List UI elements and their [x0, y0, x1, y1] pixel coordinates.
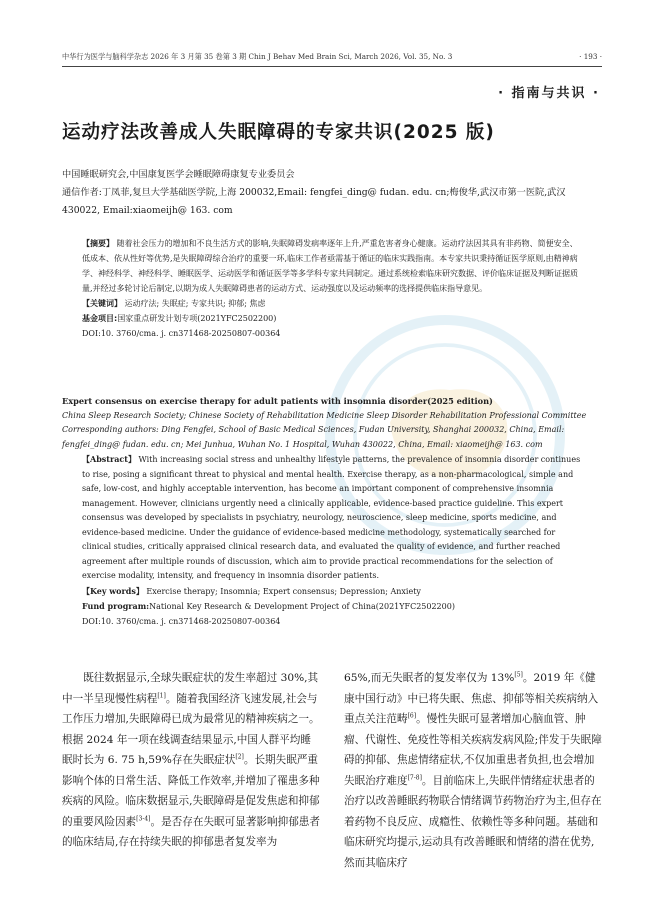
citation-ref: [6]	[407, 712, 417, 720]
english-keywords: Exercise therapy; Insomnia; Expert consensus; Depression; Anxiety	[146, 586, 421, 596]
body-segment: 。随着我国经济飞速发展,社会与工作压力增加,失眠障碍已成为最常见的精神疾病之一。根据 2024 年一项在线调查结果显示,中国人群平均睡眠时长为 6. 75 h,59%存在失眠症状	[62, 692, 320, 766]
citation-ref: [5]	[514, 671, 523, 679]
keywords-label: 【关键词】	[82, 299, 122, 308]
chinese-abstract	[82, 236, 582, 341]
english-fund: National Key Research & Development Project of China(2021YFC2502200)	[149, 602, 455, 611]
body-column-right	[344, 668, 602, 873]
english-doi: DOI:10. 3760/cma. j. cn371468-20250807-00364	[82, 616, 281, 626]
english-orgs: China Sleep Research Society; Chinese Society of Rehabilitation Medicine Sleep Disorder Rehabilitation Professional Committee	[62, 410, 587, 420]
body-column-left	[62, 668, 320, 853]
section-label: · 指南与共识 ·	[498, 86, 600, 101]
abstract-text: 随着社会压力的增加和不良生活方式的影响,失眠障碍发病率逐年上升,严重危害者身心健康。运动疗法因其具有非药物、简便安全、低成本、依从性好等优势,是失眠障碍综合治疗的重要一环,临床工作者亟需基于循证的临床实践指南。本专家共识秉持循证医学原则,由精神病学、神经科学、神经科学、睡眠医学、运动医学和循证医学等多学科专家共同制定。通过系统检索临床研究数据、评价临床证据及判断证据质量,并经过多轮讨论后制定,以期为成人失眠障碍患者的运动方式、运动强度以及运动频率的选择提供临床指导意见。	[82, 239, 578, 293]
page-number: · 193 ·	[579, 52, 602, 61]
citation-ref: [7-8]	[407, 773, 422, 781]
english-correspondence: Corresponding authors: Ding Fengfei, School of Basic Medical Sciences, Fudan University, Shanghai 200032, China, Email: fengfei_ding@ fudan. edu. cn; Mei Junhua, Wuhan No. 1 Hospital, Wuhan 430022, China, Email: xiaomeijh@ 163. com	[62, 425, 565, 449]
fund: 国家重点研发计划专项(2021YFC2502200)	[117, 314, 277, 323]
journal-citation: 中华行为医学与脑科学杂志 2026 年 3 月第 35 卷第 3 期 Chin J Behav Med Brain Sci, March 2026, Vol. 35, No. 3	[62, 52, 453, 61]
correspondence: 通信作者:丁凤菲,复旦大学基础医学院,上海 200032,Email: fengfei_ding@ fudan. edu. cn;梅俊华,武汉市第一医院,武汉 430022, Email:xiaomeijh@ 163. com	[62, 187, 566, 216]
body-segment: 。是否存在失眠可显著影响抑郁患者的临床结局,存在持续失眠的抑郁患者复发率为	[62, 815, 320, 848]
running-header	[62, 52, 602, 67]
author-orgs: 中国睡眠研究会,中国康复医学会睡眠障碍康复专业委员会	[62, 169, 295, 180]
article-title: 运动疗法改善成人失眠障碍的专家共识(2025 版)	[62, 122, 495, 143]
english-fund-label: Fund program:	[82, 601, 150, 611]
citation-ref: [2]	[235, 753, 244, 761]
citation-ref: [1]	[157, 691, 166, 699]
doi: DOI:10. 3760/cma. j. cn371468-20250807-00364	[82, 329, 281, 338]
body-segment: 。慢性失眠可显著增加心脑血管、肿瘤、代谢性、免疫性等相关疾病发病风险;伴发于失眠障碍的抑郁、焦虑情绪症状,不仅加重患者负担,也会增加失眠治疗难度	[344, 713, 602, 787]
english-abstract-label: 【Abstract】	[82, 454, 136, 464]
english-abstract	[62, 394, 602, 629]
english-abstract-text: With increasing social stress and unhealthy lifestyle patterns, the prevalence of insomnia disorder continues to rise, posing a significant threat to physical and mental health. Exercise therapy, as a non-pharmacological, simple and safe, low-cost, and highly acceptable intervention, has become an important component of comprehensive insomnia management. However, clinicians urgently need a clinically applicable, evidence-based practice guideline. This expert consensus was developed by specialists in psychiatry, neurology, neuroscience, sleep medicine, sports medicine, and evidence-based medicine. Under the guidance of evidence-based medicine methodology, systematically searched for clinical studies, critically appraised clinical research data, and evaluated the quality of evidence, and further reached agreement after multiple rounds of discussion, which aim to provide practical recommendations for the selection of exercise modality, intensity, and frequency in insomnia disorder patients.	[82, 455, 581, 580]
body-segment: 。长期失眠严重影响个体的日常生活、降低工作效率,并增加了罹患多种疾病的风险。临床数据显示,失眠障碍是促发焦虑和抑郁的重要风险因素	[62, 754, 320, 828]
body-segment: 。2019 年《健康中国行动》中已将失眠、焦虑、抑郁等相关疾病纳入重点关注范畴	[344, 672, 599, 725]
english-keywords-label: 【Key words】	[82, 585, 144, 596]
keywords: 运动疗法; 失眠症; 专家共识; 抑郁; 焦虑	[124, 299, 266, 308]
body-segment: 。目前临床上,失眠伴情绪症状患者的治疗以改善睡眠药物联合情绪调节药物治疗为主,但存在着药物不良反应、成瘾性、依赖性等多种问题。基础和临床研究均提示,运动具有改善睡眠和情绪的潜在优势,然而其临床疗	[344, 774, 602, 869]
body-segment: 既往数据显示,全球失眠症状的发生率超过 30%,其中一半呈现慢性病程	[62, 672, 319, 705]
abstract-label: 【摘要】	[82, 239, 114, 248]
english-title: Expert consensus on exercise therapy for adult patients with insomnia disorder(2025 edition)	[62, 396, 493, 406]
fund-label: 基金项目:	[82, 314, 118, 323]
body-segment: 65%,而无失眠者的复发率仅为 13%	[344, 672, 515, 684]
author-block	[62, 166, 602, 220]
citation-ref: [3-4]	[136, 814, 151, 822]
